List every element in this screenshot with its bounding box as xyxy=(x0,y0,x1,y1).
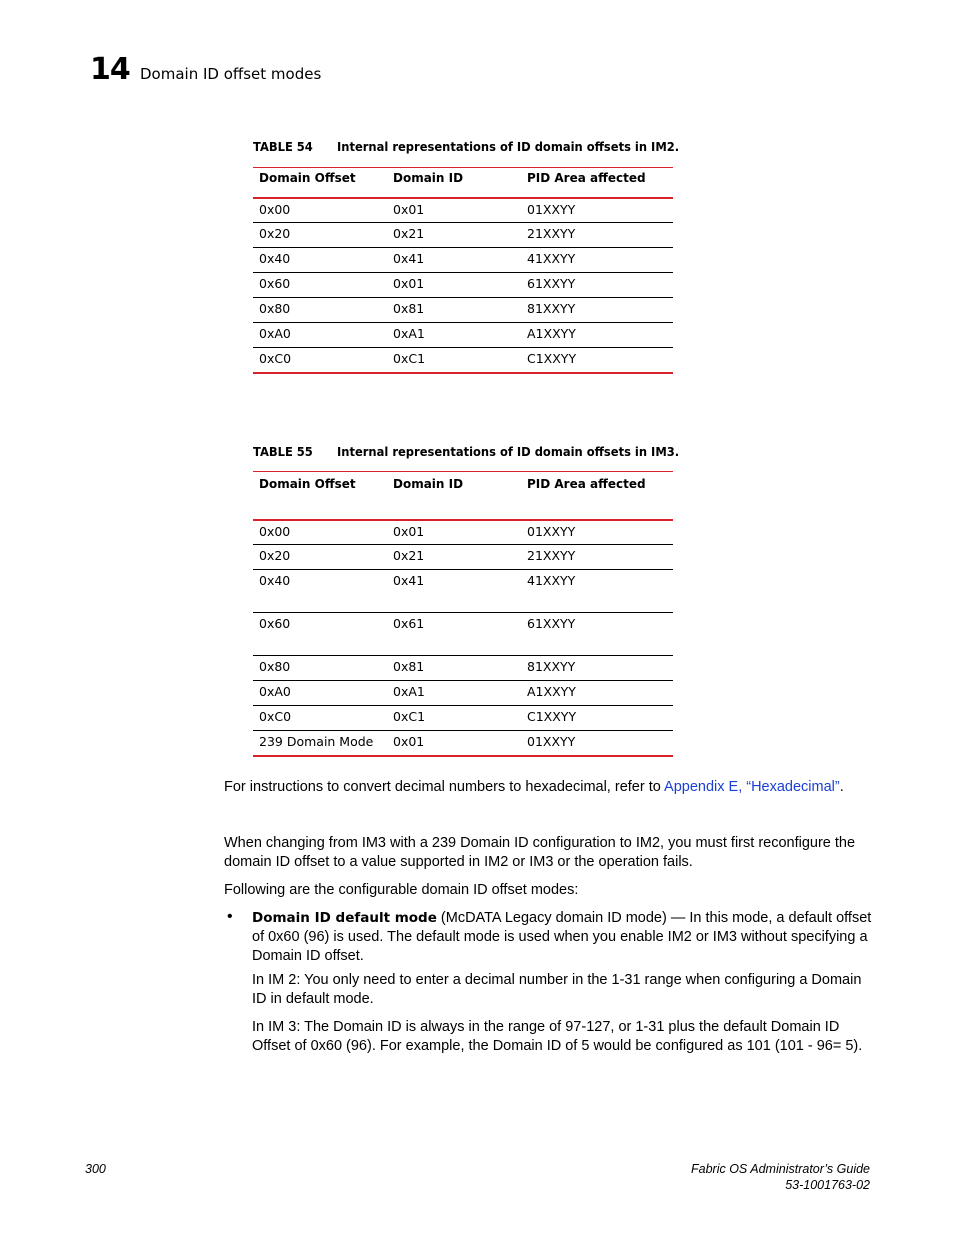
im2-paragraph: In IM 2: You only need to enter a decimal number in the 1-31 range when configuring a Domain ID in default mode. xyxy=(252,972,862,1007)
cell: 0x61 xyxy=(387,613,521,656)
table-row xyxy=(253,545,673,570)
table-row xyxy=(253,656,673,681)
cell: 0xA0 xyxy=(253,323,387,348)
cell: 81XXYY xyxy=(521,298,673,323)
cell: C1XXYY xyxy=(521,706,673,731)
cell: C1XXYY xyxy=(521,348,673,373)
cell: 0x01 xyxy=(387,273,521,298)
table-row xyxy=(253,570,673,613)
page-number: 300 xyxy=(85,1162,106,1176)
convert-suffix: . xyxy=(839,779,844,795)
table54-label: TABLE 54 xyxy=(253,139,313,154)
cell: 0x00 xyxy=(253,520,387,545)
table-header-row xyxy=(253,168,673,198)
bullet-icon: • xyxy=(227,908,233,925)
cell: 0x21 xyxy=(387,223,521,248)
cell: 21XXYY xyxy=(521,223,673,248)
doc-number: 53-1001763-02 xyxy=(785,1178,870,1192)
cell: 0xA1 xyxy=(387,323,521,348)
table-row xyxy=(253,520,673,545)
column-header: Domain Offset xyxy=(253,472,387,520)
im3-paragraph: In IM 3: The Domain ID is always in the range of 97-127, or 1-31 plus the default Domain ID Offset of 0x60 (96). For example, the Domain ID of 5 would be configured as 101 (101 - 96= 5). xyxy=(252,1019,863,1054)
cell: 0xC1 xyxy=(387,348,521,373)
cell: 0xA1 xyxy=(387,681,521,706)
cell: 0x20 xyxy=(253,545,387,570)
cell: A1XXYY xyxy=(521,323,673,348)
cell: 0x00 xyxy=(253,198,387,223)
table-row xyxy=(253,706,673,731)
cell: 0x01 xyxy=(387,520,521,545)
table-row xyxy=(253,731,673,756)
column-header: Domain Offset xyxy=(253,168,387,198)
cell: 0xC1 xyxy=(387,706,521,731)
cell: A1XXYY xyxy=(521,681,673,706)
cell: 61XXYY xyxy=(521,273,673,298)
column-header: Domain ID xyxy=(387,168,521,198)
cell: 0x81 xyxy=(387,656,521,681)
table55 xyxy=(253,471,673,757)
cell: 01XXYY xyxy=(521,198,673,223)
chapter-title: Domain ID offset modes xyxy=(140,65,322,83)
cell: 81XXYY xyxy=(521,656,673,681)
table-row xyxy=(253,248,673,273)
table-row xyxy=(253,323,673,348)
cell: 01XXYY xyxy=(521,520,673,545)
cell: 0x21 xyxy=(387,545,521,570)
cell: 0x81 xyxy=(387,298,521,323)
table-row xyxy=(253,273,673,298)
bullet-text: (McDATA Legacy domain ID mode) — In this mode, a default offset of 0x60 (96) is used. The default mode is used when you enable IM2 or IM3 without specifying a Domain ID offset. xyxy=(252,910,872,964)
table55-caption: Internal representations of ID domain offsets in IM3. xyxy=(337,444,680,459)
appendix-link[interactable]: Appendix E, “Hexadecimal” xyxy=(664,779,840,795)
cell: 0x01 xyxy=(387,198,521,223)
column-header: PID Area affected xyxy=(521,472,673,520)
cell: 0x41 xyxy=(387,248,521,273)
cell: 0x20 xyxy=(253,223,387,248)
table-row xyxy=(253,681,673,706)
convert-text: For instructions to convert decimal numbers to hexadecimal, refer to xyxy=(224,779,665,795)
table-row xyxy=(253,613,673,656)
table-row xyxy=(253,198,673,223)
cell: 0xA0 xyxy=(253,681,387,706)
cell: 0x60 xyxy=(253,273,387,298)
cell: 0xC0 xyxy=(253,706,387,731)
column-header: PID Area affected xyxy=(521,168,673,198)
cell: 0x80 xyxy=(253,298,387,323)
table-row xyxy=(253,298,673,323)
cell: 0x60 xyxy=(253,613,387,656)
table54 xyxy=(253,167,673,374)
table54-caption: Internal representations of ID domain offsets in IM2. xyxy=(337,139,680,154)
cell: 0x41 xyxy=(387,570,521,613)
following-paragraph: Following are the configurable domain ID offset modes: xyxy=(224,882,579,898)
column-header: Domain ID xyxy=(387,472,521,520)
cell: 41XXYY xyxy=(521,570,673,613)
cell: 61XXYY xyxy=(521,613,673,656)
cell: 0x80 xyxy=(253,656,387,681)
convert-paragraph xyxy=(224,778,874,797)
changing-paragraph: When changing from IM3 with a 239 Domain ID configuration to IM2, you must first reconfigure the domain ID offset to a value supported in IM2 or IM3 or the operation fails. xyxy=(224,835,856,870)
table-row xyxy=(253,223,673,248)
cell: 0xC0 xyxy=(253,348,387,373)
table55-label: TABLE 55 xyxy=(253,444,313,459)
cell: 0x40 xyxy=(253,570,387,613)
bullet-item-default-mode xyxy=(252,909,874,966)
book-title: Fabric OS Administrator’s Guide xyxy=(691,1162,870,1176)
cell: 21XXYY xyxy=(521,545,673,570)
cell: 239 Domain Mode xyxy=(253,731,387,756)
bullet-term: Domain ID default mode xyxy=(252,910,437,926)
chapter-number: 14 xyxy=(90,52,130,87)
cell: 0x40 xyxy=(253,248,387,273)
table-header-row xyxy=(253,472,673,520)
table-row xyxy=(253,348,673,373)
cell: 41XXYY xyxy=(521,248,673,273)
cell: 01XXYY xyxy=(521,731,673,756)
cell: 0x01 xyxy=(387,731,521,756)
